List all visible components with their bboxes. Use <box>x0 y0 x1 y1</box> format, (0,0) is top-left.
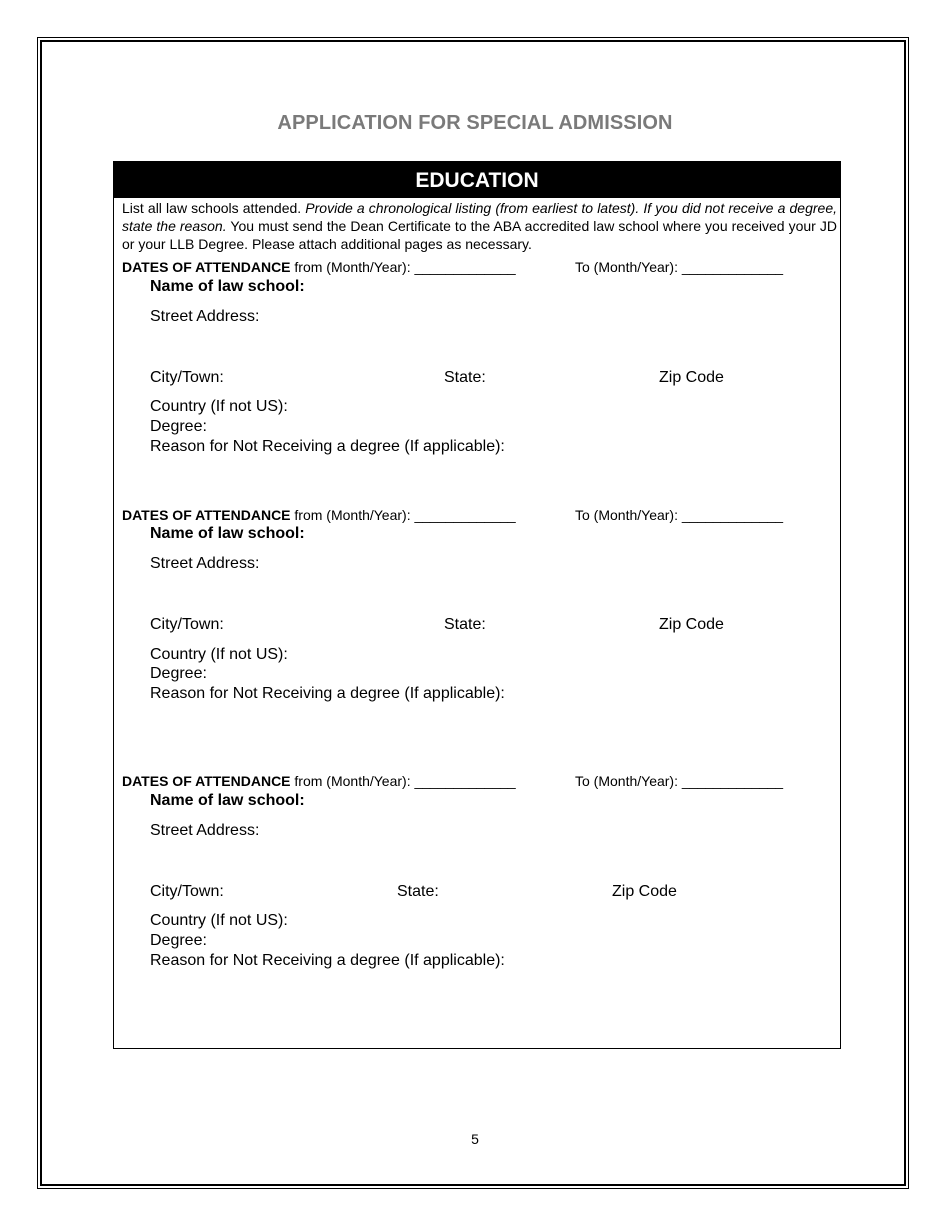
street-address-label: Street Address: <box>150 555 260 572</box>
city-town-label: City/Town: <box>150 883 224 900</box>
degree-label: Degree: <box>150 418 207 435</box>
state-label: State: <box>444 616 486 633</box>
dates-of-attendance-to: To (Month/Year): _____________ <box>575 507 784 523</box>
street-address-label: Street Address: <box>150 822 260 839</box>
instructions-part-1: List all law schools attended. <box>122 200 306 216</box>
state-label: State: <box>397 883 439 900</box>
state-label: State: <box>444 369 486 386</box>
degree-label: Degree: <box>150 665 207 682</box>
reason-label: Reason for Not Receiving a degree (If applicable): <box>150 438 505 455</box>
instructions-part-3: You must send the Dean Certificate to the ABA accredited law school where you received your JD or your LLB Degree. Please attach additional pages as necessary. <box>122 218 837 252</box>
page-title: APPLICATION FOR SPECIAL ADMISSION <box>277 112 673 134</box>
name-of-law-school-label: Name of law school: <box>150 278 305 295</box>
city-town-label: City/Town: <box>150 369 224 386</box>
reason-label: Reason for Not Receiving a degree (If applicable): <box>150 685 505 702</box>
name-of-law-school-label: Name of law school: <box>150 525 305 542</box>
dates-of-attendance-from: DATES OF ATTENDANCE from (Month/Year): _____________ <box>122 773 516 789</box>
page-number: 5 <box>471 1131 479 1147</box>
zip-code-label: Zip Code <box>612 883 677 900</box>
country-label: Country (If not US): <box>150 912 288 929</box>
dates-of-attendance-to: To (Month/Year): _____________ <box>575 259 784 275</box>
street-address-label: Street Address: <box>150 308 260 325</box>
instructions-part-2: Provide a chronological listing (from earliest to latest). If you did not receive a degree, state the reason. <box>122 200 837 234</box>
instructions-text <box>122 199 837 253</box>
zip-code-label: Zip Code <box>659 369 724 386</box>
degree-label: Degree: <box>150 932 207 949</box>
section-header: EDUCATION <box>114 162 840 198</box>
name-of-law-school-label: Name of law school: <box>150 792 305 809</box>
zip-code-label: Zip Code <box>659 616 724 633</box>
reason-label: Reason for Not Receiving a degree (If applicable): <box>150 952 505 969</box>
city-town-label: City/Town: <box>150 616 224 633</box>
dates-of-attendance-to: To (Month/Year): _____________ <box>575 773 784 789</box>
country-label: Country (If not US): <box>150 646 288 663</box>
dates-of-attendance-from: DATES OF ATTENDANCE from (Month/Year): _____________ <box>122 259 516 275</box>
country-label: Country (If not US): <box>150 398 288 415</box>
dates-of-attendance-from: DATES OF ATTENDANCE from (Month/Year): _____________ <box>122 507 516 523</box>
